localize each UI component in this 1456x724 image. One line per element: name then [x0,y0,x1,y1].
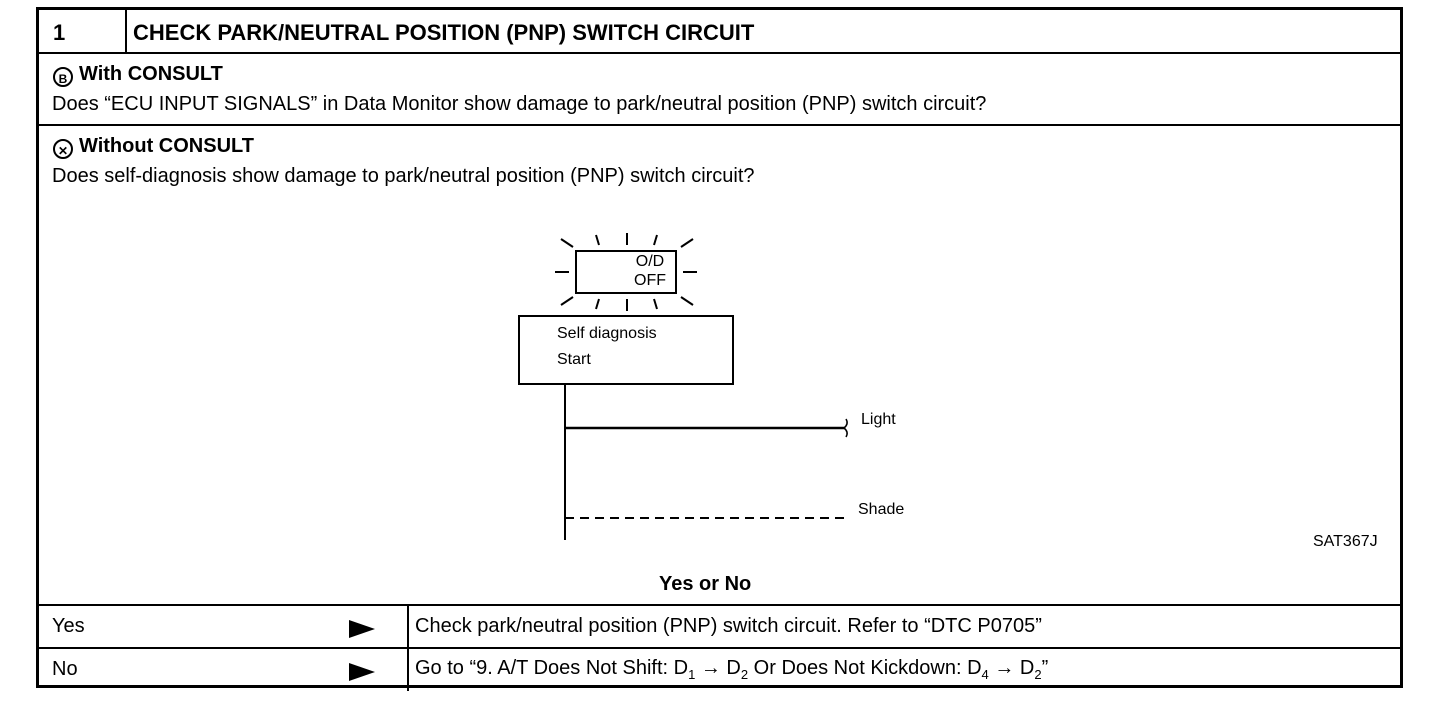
self-diagnosis-figure [499,225,939,545]
answer-no-action [415,657,1048,682]
figure-code: SAT367J [1313,533,1378,550]
consult-icon: B [53,67,73,87]
lamp-text-line2: OFF [634,272,666,289]
answer-no-label: No [52,658,78,680]
answer-yes-label: Yes [52,615,85,637]
without-consult-question: Does self-diagnosis show damage to park/neutral position (PNP) switch circuit? [52,165,755,187]
no-action-part: → D [988,657,1035,679]
answer-yes-action: Check park/neutral position (PNP) switch circuit. Refer to “DTC P0705” [415,615,1042,637]
no-action-sub: 4 [981,667,989,682]
light-label: Light [861,411,896,428]
step-number: 1 [53,20,66,45]
light-line-end [844,419,847,437]
no-action-sub: 2 [740,667,749,682]
box-text-line1: Self diagnosis [557,325,657,342]
no-action-part: Or Does Not Kickdown: D [748,657,982,679]
yes-no-prompt: Yes or No [659,573,752,595]
row-divider [39,604,1400,606]
row-divider [39,52,1400,54]
row-divider [39,124,1400,126]
with-consult-label: With CONSULT [79,63,223,85]
arrow-right-icon [349,618,377,640]
procedure-table [36,7,1403,688]
no-action-part: Go to “9. A/T Does Not Shift: D [415,657,689,679]
without-consult-label: Without CONSULT [79,135,254,157]
box-text-line2: Start [557,351,591,368]
with-consult-heading [53,63,223,87]
arrow-right-icon [349,661,377,683]
no-consult-icon: ✕ [53,139,73,159]
header-divider [125,10,127,54]
no-action-part: ” [1041,657,1049,679]
no-action-part: → D [695,657,741,679]
row-divider [39,647,1400,649]
lamp-text-line1: O/D [635,253,665,270]
with-consult-question: Does “ECU INPUT SIGNALS” in Data Monitor show damage to park/neutral position (PNP) switch circuit? [52,93,987,115]
without-consult-heading [53,135,254,159]
no-action-sub: 2 [1034,667,1042,682]
shade-label: Shade [858,501,905,518]
step-title: CHECK PARK/NEUTRAL POSITION (PNP) SWITCH CIRCUIT [133,20,755,45]
no-action-sub: 1 [688,667,696,682]
